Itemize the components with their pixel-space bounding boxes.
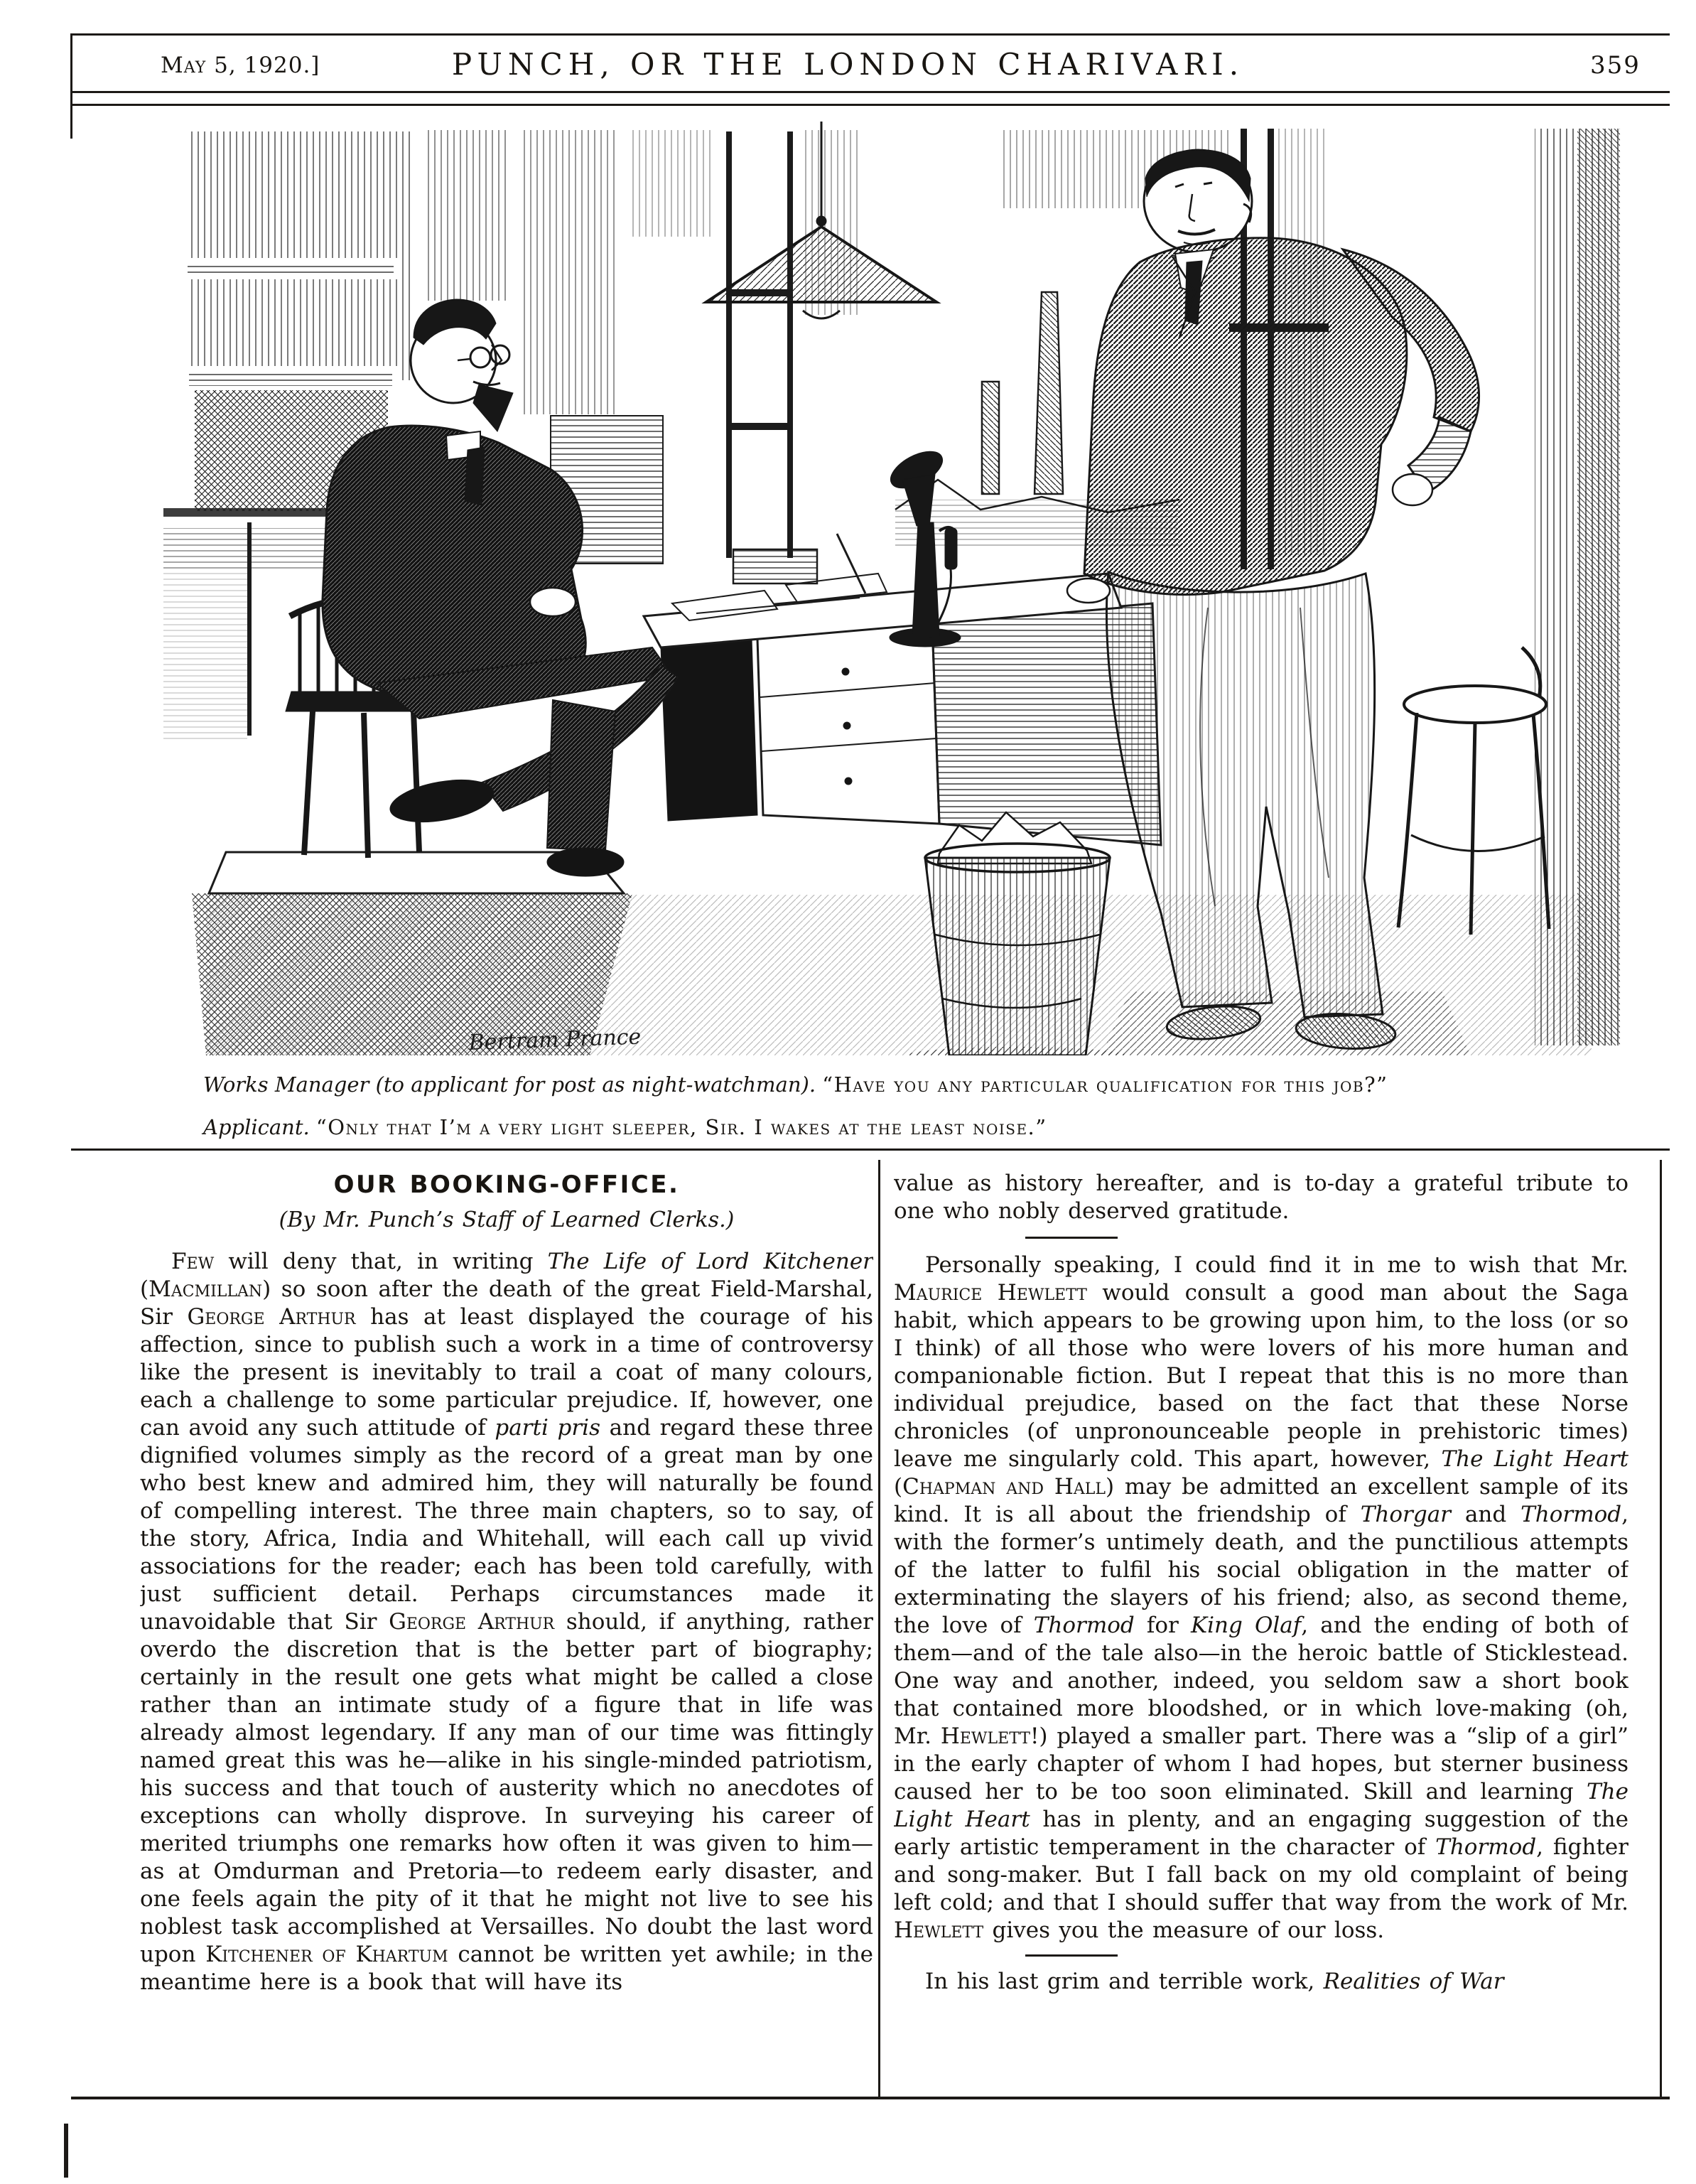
waste-basket	[925, 812, 1110, 1055]
left-border-bottom	[64, 2124, 68, 2178]
review-paragraph-realities: In his last grim and terrible work, Realities of War	[925, 1969, 1504, 1994]
office-chair	[1398, 647, 1549, 935]
artist-signature: Bertram Prance	[468, 1024, 642, 1055]
section-divider-rule	[1025, 1954, 1118, 1957]
section-divider-rule	[1025, 1237, 1118, 1239]
header-rule-2	[71, 104, 1670, 106]
caption-quote-1: “Have you any particular qualification for this job?”	[822, 1072, 1388, 1097]
caption-speaker-1: Works Manager (to applicant for post as night-watchman).	[203, 1072, 816, 1097]
review-paragraph-kitchener: Few will deny that, in writing The Life of Lord Kitchener (Macmillan) so soon after the death of the great Field-Marshal, Sir George Arthur has at least displayed the courage of his affection, since to publish such a work in a time of controversy like the present is inevitably to trail a coat of many colours, each a challenge to some particular prejudice. If, however, one can avoid any such attitude of parti pris and regard these three dignified volumes simply as the record of a great man by one who best knew and admired him, they will naturally be found of compelling interest. The three main chapters, so to say, of the story, Africa, India and Whitehall, will each call up vivid associations for the reader; each has been told carefully, with just sufficient detail. Perhaps circumstances made it unavoidable that Sir George Arthur should, if anything, rather overdo the discretion that is the better part of biography; certainly in the result one gets what might be called a close rather than an intimate study of a figure that in life was already almost legendary. If any man of our time was fittingly named great this was he—alike in his single-minded patriotism, his success and that touch of austerity which no anecdotes of exceptions can wholly disprove. In surveying his career of merited triumphs one remarks how often it was given to him—as at Omdurman and Pretoria—to redeem early disaster, and one feels again the pity of it that he might not live to see his noblest task accomplished at Versailles. No doubt the last word upon Kitchener of Khartum cannot be written yet awhile; in the meantime here is a book that will have its	[140, 1249, 873, 1995]
article-left-column	[140, 1167, 873, 2091]
caption-speaker-2: Applicant.	[203, 1115, 310, 1139]
cartoon-illustration	[163, 110, 1627, 1055]
cartoon-caption	[203, 1063, 1610, 1149]
factory-chimneys	[982, 292, 1063, 494]
top-rule	[71, 33, 1670, 36]
hanging-lamp	[706, 122, 936, 318]
article-heading: OUR BOOKING-OFFICE.	[333, 1171, 680, 1199]
issue-date: May 5, 1920.]	[161, 53, 320, 78]
caption-quote-2: “Only that I’m a very light sleeper, Sir. I wakes at the least noise.”	[315, 1115, 1047, 1139]
column-divider	[878, 1160, 880, 2097]
caption-bottom-rule	[71, 1149, 1670, 1151]
paragraph-continuation: value as history hereafter, and is to-day a grateful tribute to one who nobly deserved gratitude.	[894, 1171, 1629, 1224]
caption-line-2	[203, 1106, 1610, 1149]
review-paragraph-hewlett: Personally speaking, I could find it in me to wish that Mr. Maurice Hewlett would consult a good man about the Saga habit, which appears to be growing upon him, to the loss (or so I think) of all those who were lovers of his more human and companionable fiction. But I repeat that this is no more than individual prejudice, based on the fact that these Norse chronicles (of unpronounceable people in prehistoric times) leave me singularly cold. This apart, however, The Light Heart (Chapman and Hall) may be admitted an excellent sample of its kind. It is all about the friendship of Thorgar and Thormod, with the former’s untimely death, and the punctilious attempts of the latter to fulfil his social obligation in the matter of exterminating the slayers of his friend; also, as second theme, the love of Thormod for King Olaf, and the ending of both of them—and of the tale also—in the heroic battle of Sticklestead. One way and another, indeed, you seldom saw a short book that contained more bloodshed, or in which love-making (oh, Mr. Hewlett!) played a smaller part. There was a “slip of a girl” in the early chapter of whom I had hopes, but sterner business caused her to be too soon eliminated. Skill and learning The Light Heart has in plenty, and an engaging suggestion of the early artistic temperament in the character of Thormod, fighter and song-maker. But I fall back on my old complaint of being left cold; and that I should suffer that way from the work of Mr. Hewlett gives you the measure of our loss.	[894, 1252, 1629, 1943]
page-title: PUNCH, OR THE LONDON CHARIVARI.	[451, 47, 1245, 82]
bottom-rule	[71, 2097, 1670, 2099]
right-border	[1660, 1160, 1662, 2097]
page-number: 359	[1590, 51, 1641, 80]
header-rule-1	[71, 91, 1670, 93]
caption-line-1	[203, 1063, 1610, 1106]
article-byline: (By Mr. Punch’s Staff of Learned Clerks.)	[279, 1207, 735, 1232]
article-right-column	[894, 1170, 1629, 2094]
